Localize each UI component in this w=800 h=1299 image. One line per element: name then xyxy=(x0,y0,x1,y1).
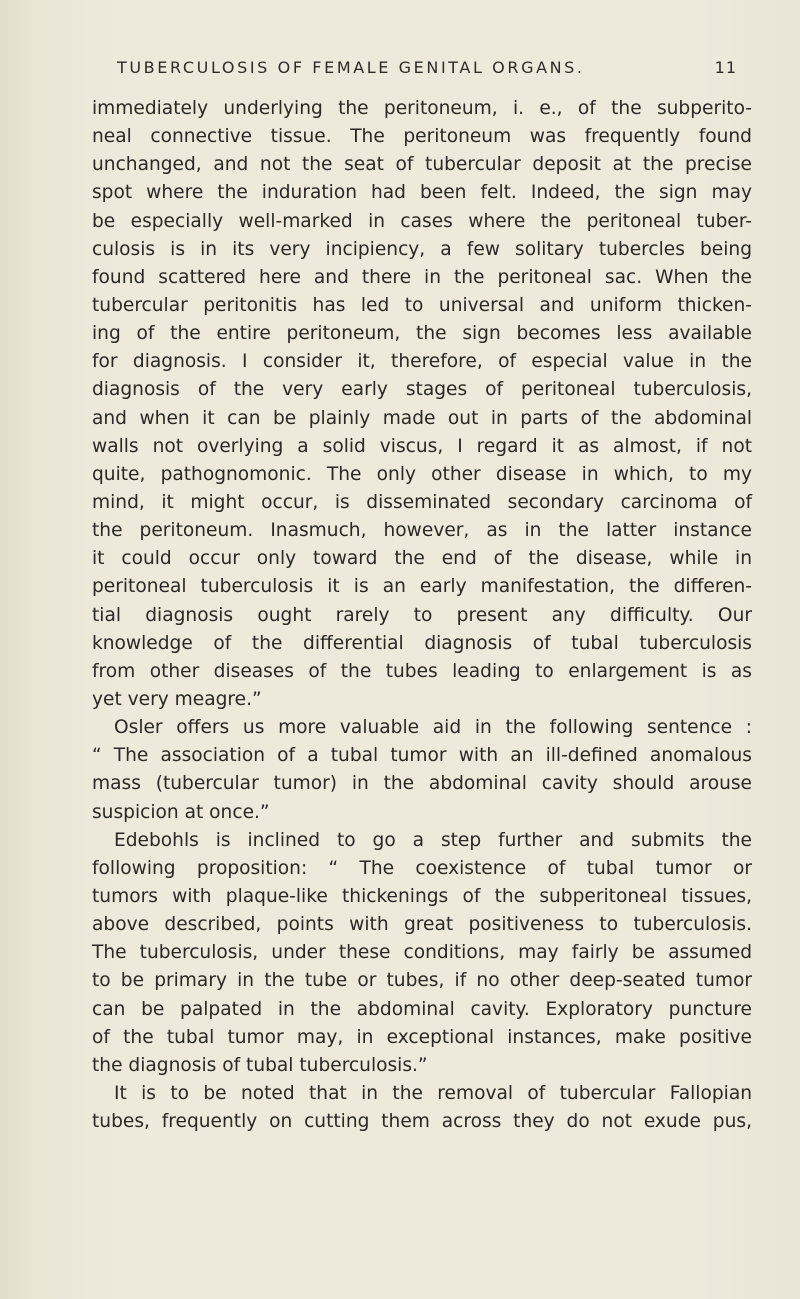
text-line: Edebohls is inclined to go a step further and submits the xyxy=(114,829,752,851)
text-line: It is to be noted that in the removal of tubercular Fallopian xyxy=(114,1082,752,1104)
text-line: found scattered here and there in the peritoneal sac. When the xyxy=(92,266,752,288)
text-line: of the tubal tumor may, in exceptional instances, make positive xyxy=(92,1026,752,1048)
text-line: “ The association of a tubal tumor with an ill-defined anomalous xyxy=(92,745,752,767)
text-line: Osler offers us more valuable aid in the following sentence : xyxy=(114,717,752,739)
text-line: suspicion at once.” xyxy=(92,801,270,823)
text-line: knowledge of the differential diagnosis of tubal tuberculosis xyxy=(92,632,752,654)
text-line: peritoneal tuberculosis it is an early manifestation, the differen- xyxy=(92,576,752,598)
text-line: neal connective tissue. The peritoneum was frequently found xyxy=(92,126,752,148)
text-line: culosis is in its very incipiency, a few solitary tubercles being xyxy=(92,238,752,260)
text-line: mind, it might occur, is disseminated secondary carcinoma of xyxy=(92,491,752,513)
text-line: walls not overlying a solid viscus, I regard it as almost, if not xyxy=(92,435,752,457)
text-line: the peritoneum. Inasmuch, however, as in the latter instance xyxy=(92,520,752,542)
body-text xyxy=(92,95,752,1136)
text-line: ing of the entire peritoneum, the sign becomes less available xyxy=(92,323,752,345)
text-line: spot where the induration had been felt. Indeed, the sign may xyxy=(92,182,752,204)
text-line: and when it can be plainly made out in parts of the abdominal xyxy=(92,407,752,429)
text-line: tial diagnosis ought rarely to present any difficulty. Our xyxy=(92,604,752,626)
text-line: to be primary in the tube or tubes, if no other deep-seated tumor xyxy=(92,970,752,992)
text-line: quite, pathognomonic. The only other disease in which, to my xyxy=(92,463,752,485)
text-line: it could occur only toward the end of the disease, while in xyxy=(92,548,752,570)
page-number: 11 xyxy=(714,58,737,77)
text-line: from other diseases of the tubes leading to enlargement is as xyxy=(92,660,752,682)
text-line: above described, points with great positiveness to tuberculosis. xyxy=(92,914,752,936)
text-line: for diagnosis. I consider it, therefore, of especial value in the xyxy=(92,351,752,373)
text-line: tubercular peritonitis has led to universal and uniform thicken- xyxy=(92,294,752,316)
text-line: the diagnosis of tubal tuberculosis.” xyxy=(92,1054,428,1076)
text-line: mass (tubercular tumor) in the abdominal cavity should arouse xyxy=(92,773,752,795)
running-head-title: TUBERCULOSIS OF FEMALE GENITAL ORGANS. xyxy=(117,58,585,77)
text-line: diagnosis of the very early stages of peritoneal tuberculosis, xyxy=(92,379,752,401)
text-line: be especially well-marked in cases where the peritoneal tuber- xyxy=(92,210,752,232)
text-line: tumors with plaque-like thickenings of the subperitoneal tissues, xyxy=(92,885,752,907)
text-line: The tuberculosis, under these conditions, may fairly be assumed xyxy=(92,942,752,964)
text-line: following proposition: “ The coexistence of tubal tumor or xyxy=(92,857,752,879)
text-line: yet very meagre.” xyxy=(92,688,262,710)
text-line: immediately underlying the peritoneum, i. e., of the subperito- xyxy=(92,98,752,119)
text-line: unchanged, and not the seat of tubercular deposit at the precise xyxy=(92,154,752,176)
text-line: tubes, frequently on cutting them across they do not exude pus, xyxy=(92,1111,752,1133)
running-head xyxy=(117,58,737,82)
text-line: can be palpated in the abdominal cavity. Exploratory puncture xyxy=(92,998,752,1020)
